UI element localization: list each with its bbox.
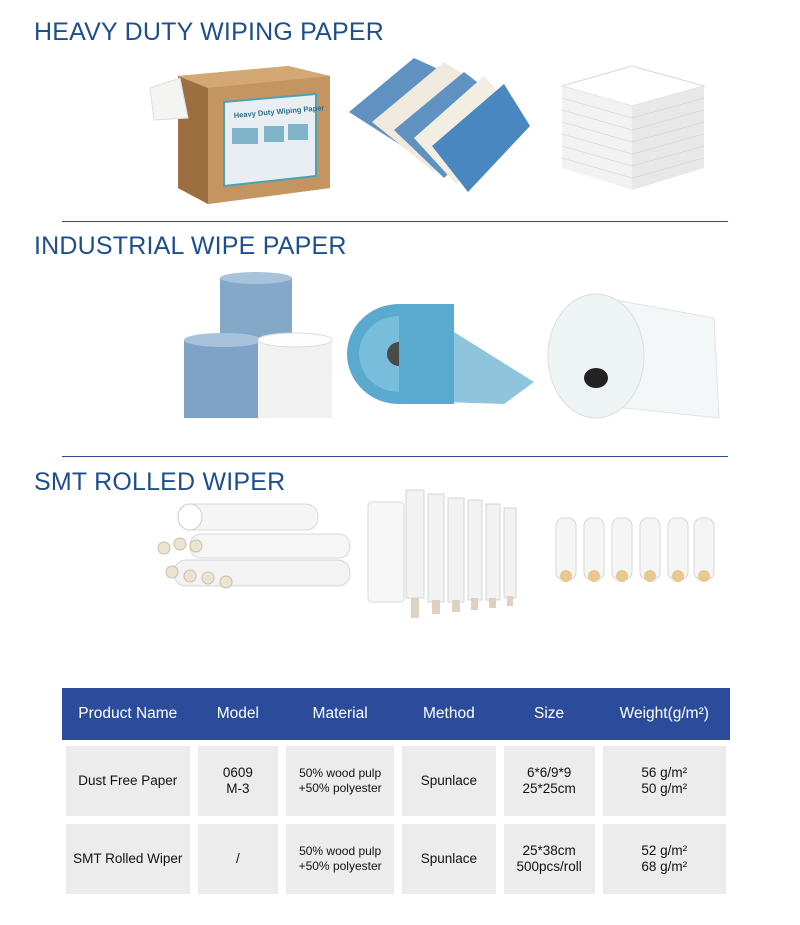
table-row xyxy=(62,740,730,820)
product-spec-table xyxy=(62,688,730,898)
cell-product-name: Dust Free Paper xyxy=(62,740,194,820)
table-header-row xyxy=(62,688,730,740)
table-row xyxy=(62,820,730,898)
header-product-name: Product Name xyxy=(62,688,194,740)
section-title-smt-rolled: SMT ROLLED WIPER xyxy=(34,468,286,496)
smt-wiper-rolls-pile-image xyxy=(150,500,355,600)
smt-wiper-rods-image xyxy=(364,482,534,622)
cell-size: 25*38cm 500pcs/roll xyxy=(500,820,599,898)
blue-white-rolls-image xyxy=(180,270,335,425)
header-method: Method xyxy=(398,688,500,740)
wiping-paper-box-image xyxy=(148,58,333,206)
header-material: Material xyxy=(282,688,398,740)
header-size: Size xyxy=(500,688,599,740)
box-label-text: Heavy Duty Wiping Paper xyxy=(233,103,325,120)
cell-material: 50% wood pulp +50% polyester xyxy=(282,820,398,898)
section-title-industrial-wipe: INDUSTRIAL WIPE PAPER xyxy=(34,232,347,260)
section-divider xyxy=(62,456,728,457)
cell-method: Spunlace xyxy=(398,740,500,820)
header-model: Model xyxy=(194,688,283,740)
cell-model: 0609 M-3 xyxy=(194,740,283,820)
section-divider xyxy=(62,221,728,222)
cell-product-name: SMT Rolled Wiper xyxy=(62,820,194,898)
header-weight: Weight(g/m²) xyxy=(599,688,730,740)
blue-white-sheets-image xyxy=(344,50,534,195)
section-title-heavy-duty: HEAVY DUTY WIPING PAPER xyxy=(34,18,385,46)
cell-weight: 52 g/m² 68 g/m² xyxy=(599,820,730,898)
white-wipes-stack-image xyxy=(552,58,712,198)
cell-size: 6*6/9*9 25*25cm xyxy=(500,740,599,820)
cell-weight: 56 g/m² 50 g/m² xyxy=(599,740,730,820)
cell-model: / xyxy=(194,820,283,898)
cell-method: Spunlace xyxy=(398,820,500,898)
cell-material: 50% wood pulp +50% polyester xyxy=(282,740,398,820)
smt-wiper-row-image xyxy=(544,500,719,605)
white-roll-image xyxy=(544,278,724,428)
blue-roll-image xyxy=(344,292,539,410)
